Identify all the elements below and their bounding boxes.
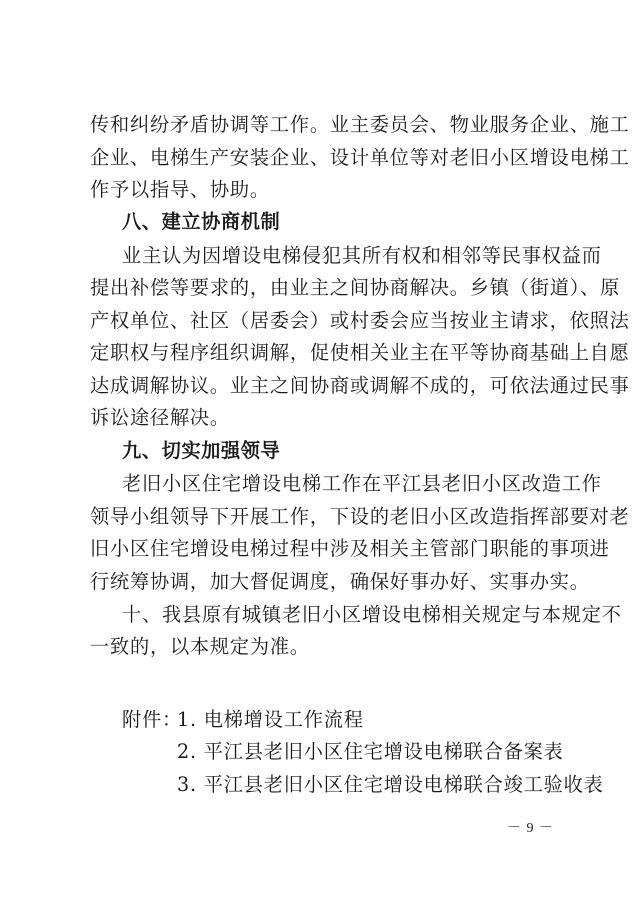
- attachment-item-1: 1. 电梯增设工作流程: [177, 708, 364, 731]
- paragraph-line: 业主认为因增设电梯侵犯其所有权和相邻等民事权益而: [122, 244, 602, 267]
- paragraph-line: 提出补偿等要求的，由业主之间协商解决。乡镇（街道）、原: [90, 276, 621, 299]
- attachment-item-3: 3. 平江县老旧小区住宅增设电梯联合竣工验收表: [177, 773, 604, 796]
- paragraph-line: 产权单位、社区（居委会）或村委会应当按业主请求，依照法: [90, 309, 630, 332]
- paragraph-line: 企业、电梯生产安装企业、设计单位等对老旧小区增设电梯工: [90, 146, 630, 169]
- section-heading-8: 八、建立协商机制: [122, 210, 281, 233]
- paragraph-line: 旧小区住宅增设电梯过程中涉及相关主管部门职能的事项进: [90, 537, 610, 560]
- paragraph-line: 行统筹协调，加大督促调度，确保好事办好、实事办实。: [90, 570, 590, 593]
- paragraph-line: 老旧小区住宅增设电梯工作在平江县老旧小区改造工作: [122, 472, 602, 495]
- paragraph-line: 诉讼途径解决。: [90, 406, 230, 429]
- paragraph-line: 十、我县原有城镇老旧小区增设电梯相关规定与本规定不: [122, 603, 622, 626]
- attachment-item-2: 2. 平江县老旧小区住宅增设电梯联合备案表: [177, 740, 564, 763]
- paragraph-line: 领导小组领导下开展工作，下设的老旧小区改造指挥部要对老: [90, 505, 630, 528]
- paragraph-line: 传和纠纷矛盾协调等工作。业主委员会、物业服务企业、施工: [90, 113, 630, 136]
- paragraph-line: 达成调解协议。业主之间协商或调解不成的，可依法通过民事: [90, 374, 630, 397]
- section-heading-9: 九、切实加强领导: [122, 439, 281, 462]
- page-number: － 9 －: [507, 821, 554, 836]
- paragraph-line: 作予以指导、协助。: [90, 178, 270, 201]
- paragraph-line: 定职权与程序组织调解，促使相关业主在平等协商基础上自愿: [90, 341, 630, 364]
- attachments-label: 附件：: [122, 708, 182, 731]
- paragraph-line: 一致的，以本规定为准。: [90, 635, 310, 658]
